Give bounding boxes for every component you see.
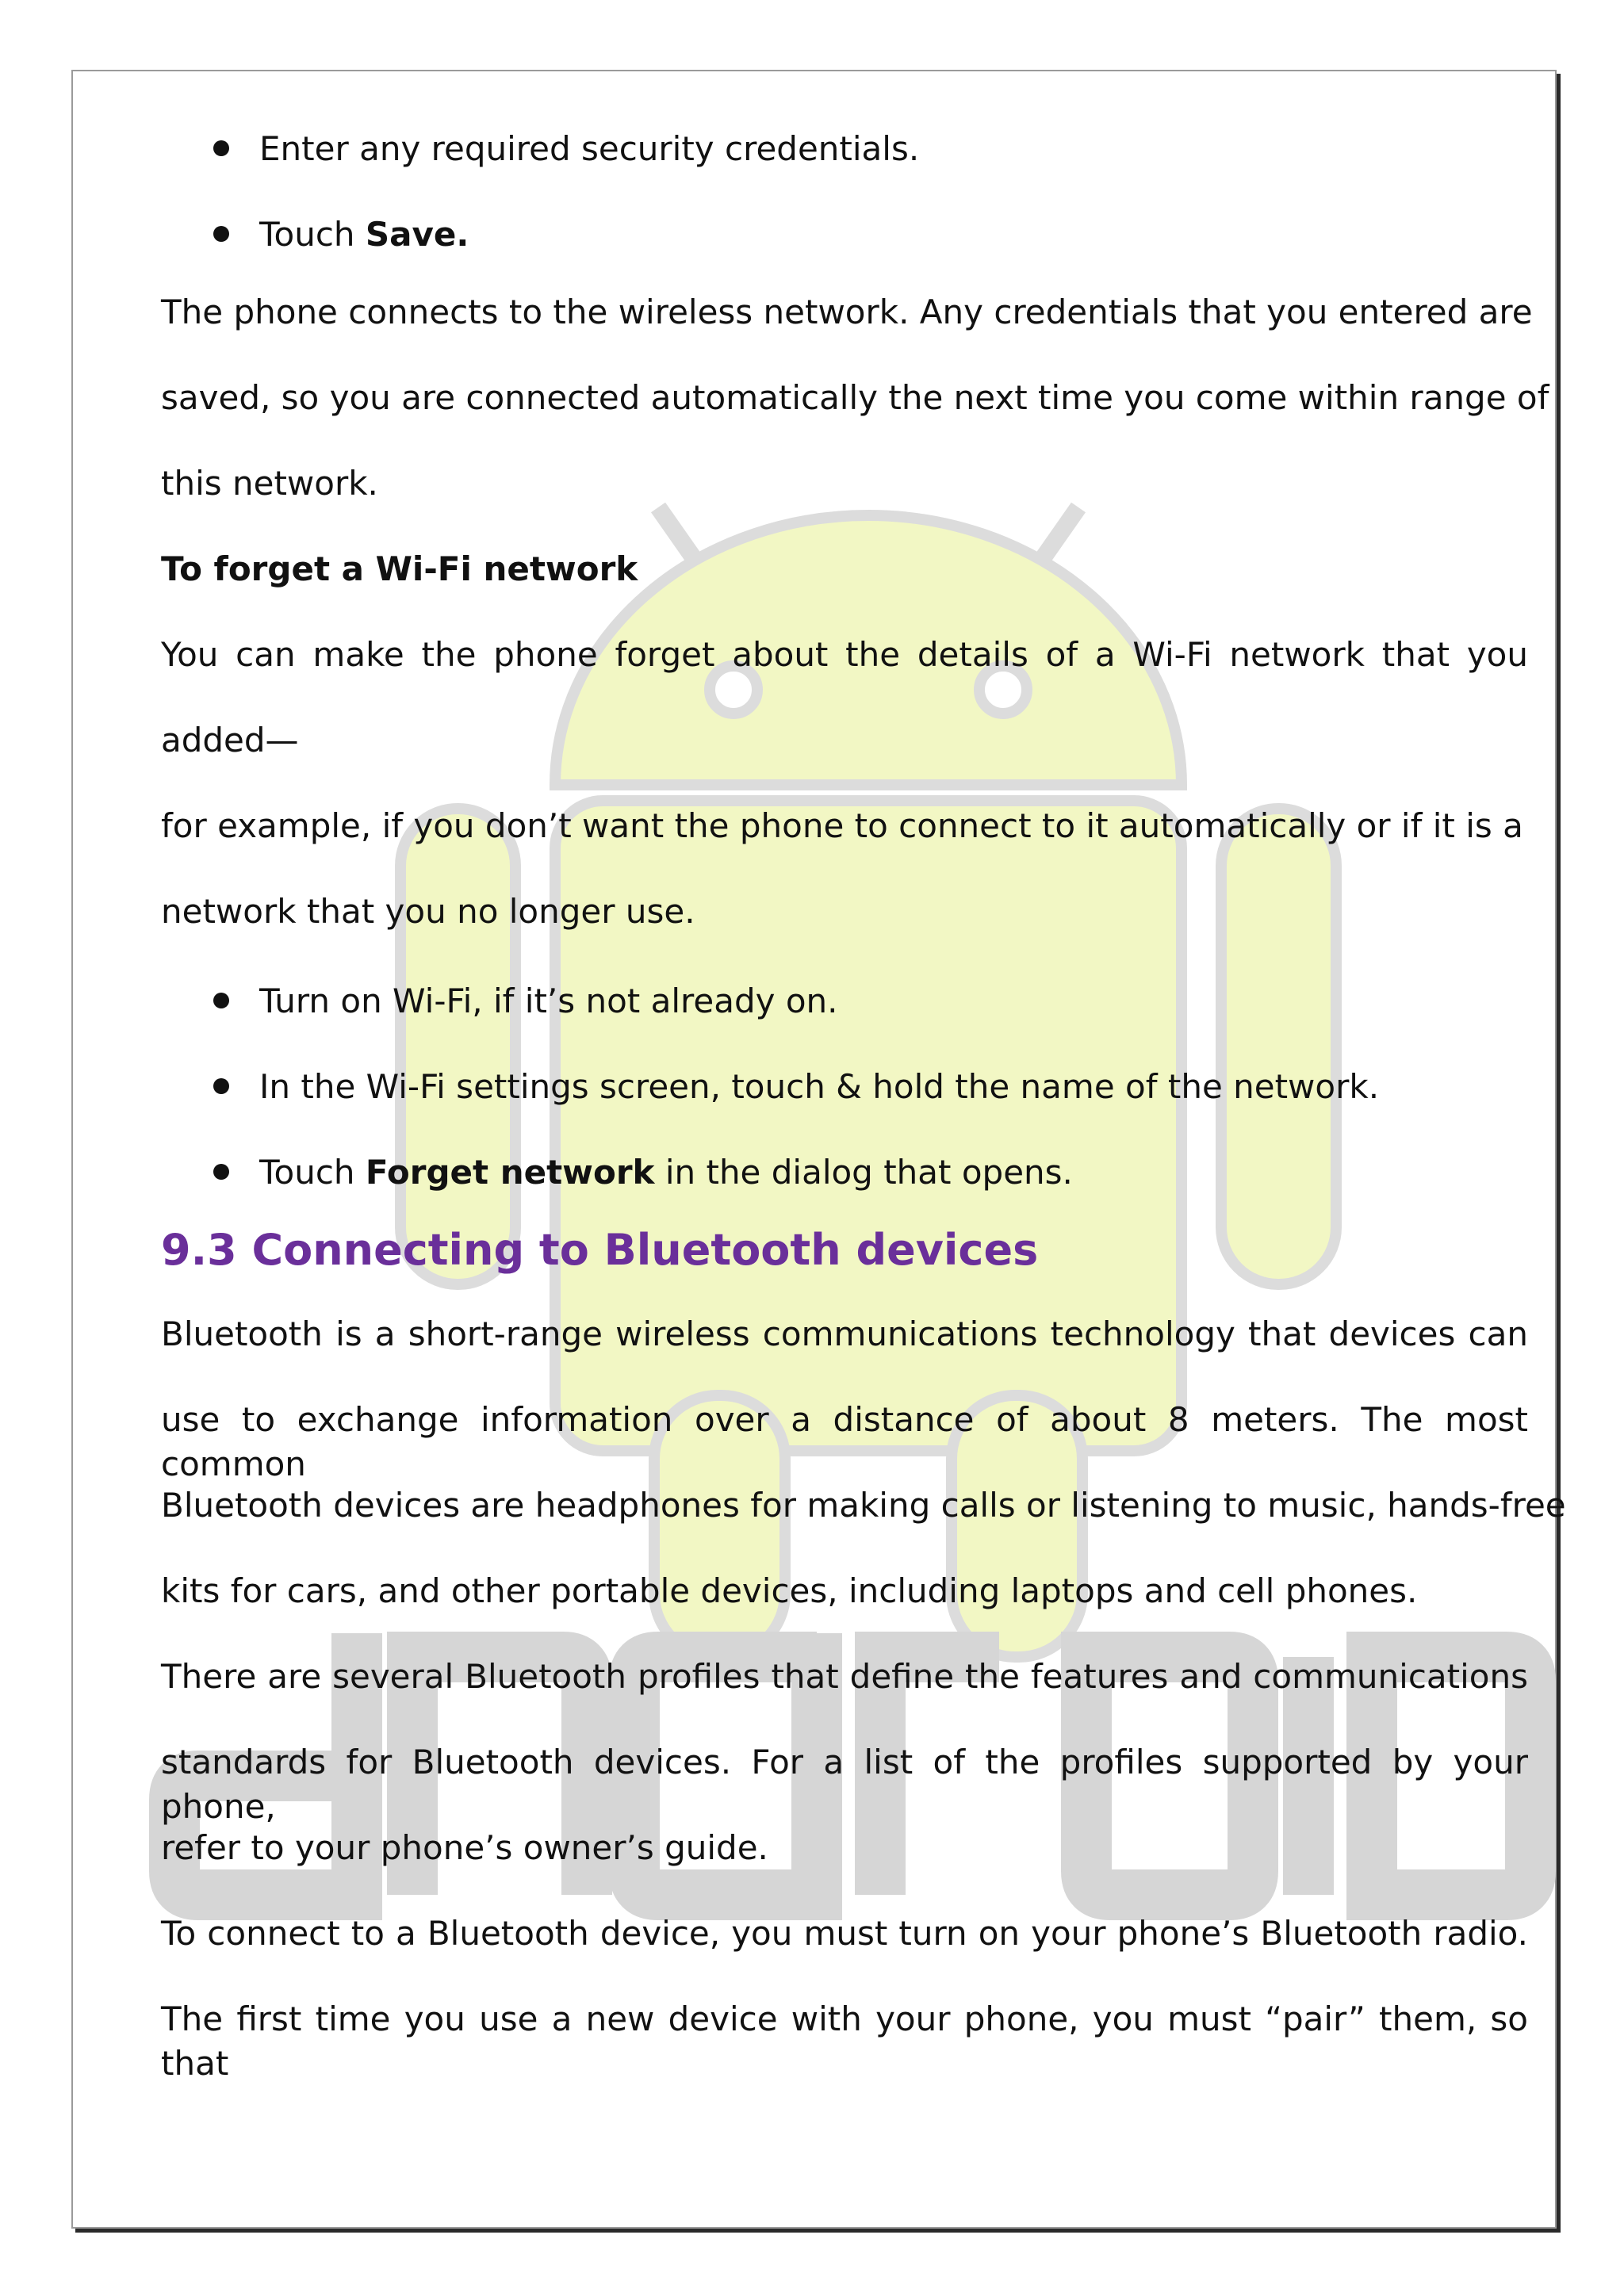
bullet-item: Turn on Wi-Fi, if it’s not already on.	[259, 982, 838, 1020]
paragraph-line: added—	[161, 721, 299, 760]
paragraph-line: this network.	[161, 464, 378, 503]
paragraph-line: for example, if you don’t want the phone to connect to it automatically or if it is a	[161, 806, 1523, 845]
paragraph-line: The phone connects to the wireless network. Any credentials that you entered are	[161, 293, 1533, 331]
bullet-item: Enter any required security credentials.	[259, 129, 920, 168]
bullet-marker	[213, 993, 229, 1008]
bullet-marker	[213, 140, 229, 156]
paragraph-line: refer to your phone’s owner’s guide.	[161, 1828, 768, 1867]
paragraph-line: There are several Bluetooth profiles that define the features and communications	[161, 1657, 1528, 1696]
paragraph-line: saved, so you are connected automatically the next time you come within range of	[161, 378, 1549, 417]
paragraph-line: You can make the phone forget about the details of a Wi-Fi network that you	[161, 635, 1528, 674]
bullet-item: Touch Save.	[259, 215, 469, 254]
paragraph-line: Bluetooth devices are headphones for making calls or listening to music, hands-free	[161, 1486, 1566, 1525]
paragraph-line: Bluetooth is a short-range wireless communications technology that devices can	[161, 1314, 1528, 1353]
bullet-item: Touch Forget network in the dialog that opens.	[259, 1153, 1073, 1192]
subheading: To forget a Wi-Fi network	[161, 549, 638, 588]
paragraph-line: The first time you use a new device with your phone, you must “pair” them, so that	[161, 1999, 1528, 2083]
bullet-marker	[213, 1164, 229, 1180]
paragraph-line: To connect to a Bluetooth device, you must turn on your phone’s Bluetooth radio.	[161, 1914, 1528, 1953]
bullet-marker	[213, 1078, 229, 1094]
paragraph-line: kits for cars, and other portable devices, including laptops and cell phones.	[161, 1571, 1418, 1610]
section-heading: 9.3 Connecting to Bluetooth devices	[161, 1225, 1039, 1275]
paragraph-line: use to exchange information over a distance of about 8 meters. The most common	[161, 1400, 1528, 1483]
bullet-item: In the Wi-Fi settings screen, touch & hold the name of the network.	[259, 1067, 1380, 1106]
bullet-marker	[213, 226, 229, 242]
paragraph-line: network that you no longer use.	[161, 892, 695, 931]
paragraph-line: standards for Bluetooth devices. For a list of the profiles supported by your phone,	[161, 1743, 1528, 1826]
